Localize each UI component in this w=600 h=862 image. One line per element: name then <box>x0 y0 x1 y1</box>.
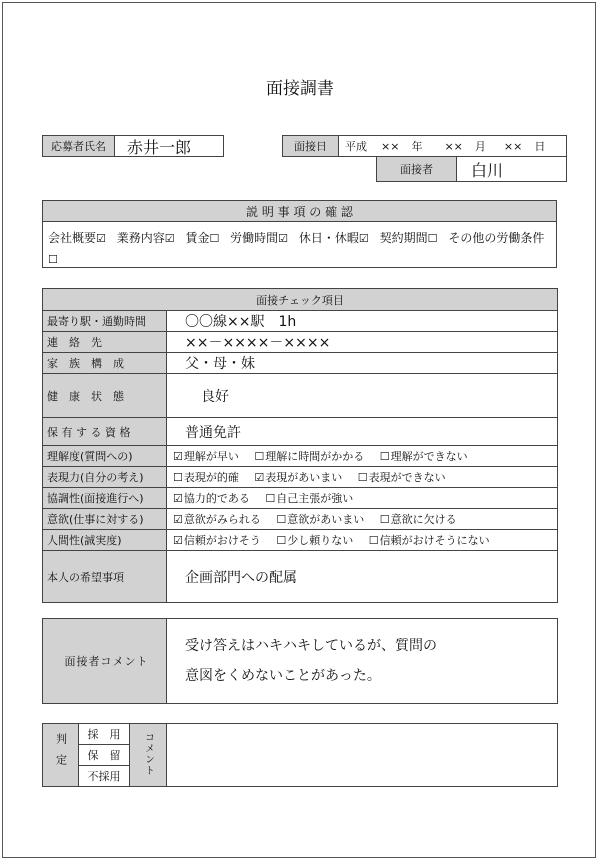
checkbox-empty-icon: ☐ <box>368 534 379 547</box>
date-day-unit: 日 <box>534 140 546 153</box>
judgment-option-reject[interactable]: 不採用 <box>79 766 130 787</box>
check-table <box>42 288 558 603</box>
wish-value[interactable]: 企画部門への配属 <box>167 551 558 603</box>
row-label-understanding: 理解度(質問への) <box>43 446 167 467</box>
checkbox-checked-icon: ☑ <box>173 513 183 526</box>
option-cooperation-assertive[interactable]: ☐自己主張が強い <box>265 492 354 505</box>
license-value[interactable]: 普通免許 <box>167 418 558 446</box>
option-character-untrustworthy[interactable]: ☐信頼がおけそうにない <box>368 534 490 547</box>
explain-item-holiday[interactable]: 休日・休暇☑ <box>299 231 370 245</box>
explain-header: 説 明 事 項 の 確 認 <box>42 200 557 222</box>
applicant-name[interactable]: 赤井一郎 <box>114 135 224 157</box>
date-year: ×× <box>381 139 400 153</box>
character-options <box>167 530 558 551</box>
row-label-license: 保 有 す る 資 格 <box>43 418 167 446</box>
checkbox-empty-icon: ☐ <box>357 471 368 484</box>
row-label-motivation: 意欲(仕事に対する) <box>43 509 167 530</box>
understanding-options <box>167 446 558 467</box>
applicant-label: 応募者氏名 <box>42 135 115 157</box>
checkbox-empty-icon: ☐ <box>427 232 438 245</box>
date-month: ×× <box>444 139 463 153</box>
health-value[interactable]: 良好 <box>167 374 558 418</box>
comment-line-2: 意図をくめないことがあった。 <box>185 668 381 684</box>
judgment-option-hire[interactable]: 採 用 <box>79 724 130 745</box>
option-character-trustworthy[interactable]: ☑信頼がおけそう <box>173 534 261 547</box>
row-label-cooperation: 協調性(面接進行へ) <box>43 488 167 509</box>
checkbox-checked-icon: ☑ <box>173 450 183 463</box>
checkbox-empty-icon: ☐ <box>209 232 220 245</box>
checkbox-checked-icon: ☑ <box>254 471 265 484</box>
expression-options <box>167 467 558 488</box>
row-label-family: 家 族 構 成 <box>43 353 167 374</box>
checkbox-empty-icon: ☐ <box>379 450 390 463</box>
explain-item-hours[interactable]: 労働時間☑ <box>230 231 289 245</box>
judgment-label: 判定 <box>43 724 79 787</box>
row-label-expression: 表現力(自分の考え) <box>43 467 167 488</box>
date-era: 平成 <box>345 140 367 153</box>
explain-item-wage[interactable]: 賃金☐ <box>185 231 220 245</box>
checkbox-empty-icon: ☐ <box>265 492 276 505</box>
interview-date-label: 面接日 <box>282 135 339 157</box>
interviewer-name[interactable]: 白川 <box>456 156 567 182</box>
interview-date-field[interactable] <box>338 135 567 157</box>
date-year-unit: 年 <box>411 140 423 153</box>
judgment-table <box>42 723 558 787</box>
checkbox-empty-icon: ☐ <box>254 450 265 463</box>
checkbox-checked-icon: ☑ <box>173 492 183 505</box>
option-expression-vague[interactable]: ☑表現があいまい <box>254 471 343 484</box>
comment-value[interactable] <box>167 619 558 704</box>
option-understanding-fast[interactable]: ☑理解が早い <box>173 450 239 463</box>
option-understanding-slow[interactable]: ☐理解に時間がかかる <box>254 450 365 463</box>
option-expression-none[interactable]: ☐表現ができない <box>357 471 446 484</box>
comment-table <box>42 618 558 704</box>
judgment-comment-label: コメント <box>130 724 167 787</box>
date-day: ×× <box>503 139 523 153</box>
explain-item-company[interactable]: 会社概要☑ <box>48 231 107 245</box>
checkbox-empty-icon: ☐ <box>379 513 390 526</box>
explain-items <box>42 221 557 268</box>
checkbox-empty-icon: ☐ <box>276 534 287 547</box>
option-expression-accurate[interactable]: ☐表現が的確 <box>173 471 239 484</box>
option-motivation-lacking[interactable]: ☐意欲に欠ける <box>379 513 457 526</box>
row-label-health: 健 康 状 態 <box>43 374 167 418</box>
option-character-unreliable[interactable]: ☐少し頼りない <box>276 534 354 547</box>
contact-value[interactable]: ××－××××－×××× <box>167 332 558 353</box>
motivation-options <box>167 509 558 530</box>
judgment-option-hold[interactable]: 保 留 <box>79 745 130 766</box>
commute-value[interactable]: 〇〇線××駅 1h <box>167 311 558 332</box>
checkbox-checked-icon: ☑ <box>358 232 369 245</box>
comment-line-1: 受け答えはハキハキしているが、質問の <box>185 638 437 654</box>
comment-label: 面接者コメント <box>43 619 167 704</box>
checkbox-empty-icon: ☐ <box>173 471 183 484</box>
row-label-commute: 最寄り駅・通勤時間 <box>43 311 167 332</box>
cooperation-options <box>167 488 558 509</box>
checkbox-empty-icon: ☐ <box>48 253 58 266</box>
interviewer-label: 面接者 <box>376 156 457 182</box>
row-label-wish: 本人の希望事項 <box>43 551 167 603</box>
checkbox-checked-icon: ☑ <box>164 232 175 245</box>
explain-item-contract[interactable]: 契約期間☐ <box>380 231 439 245</box>
family-value[interactable]: 父・母・妹 <box>167 353 558 374</box>
checkbox-empty-icon: ☐ <box>276 513 287 526</box>
page-title: 面接調書 <box>266 79 334 99</box>
checkbox-checked-icon: ☑ <box>278 232 289 245</box>
checkbox-checked-icon: ☑ <box>173 534 183 547</box>
explain-item-other[interactable]: その他の労働条件☐ <box>48 231 544 266</box>
explain-item-work[interactable]: 業務内容☑ <box>117 231 176 245</box>
row-label-character: 人間性(誠実度) <box>43 530 167 551</box>
option-motivation-seen[interactable]: ☑意欲がみられる <box>173 513 261 526</box>
option-motivation-vague[interactable]: ☐意欲があいまい <box>276 513 365 526</box>
row-label-contact: 連 絡 先 <box>43 332 167 353</box>
checkbox-checked-icon: ☑ <box>96 232 106 245</box>
option-understanding-none[interactable]: ☐理解ができない <box>379 450 468 463</box>
judgment-comment-field[interactable] <box>167 724 558 787</box>
check-header: 面接チェック項目 <box>43 289 558 311</box>
option-cooperation-cooperative[interactable]: ☑協力的である <box>173 492 250 505</box>
date-month-unit: 月 <box>474 140 486 153</box>
